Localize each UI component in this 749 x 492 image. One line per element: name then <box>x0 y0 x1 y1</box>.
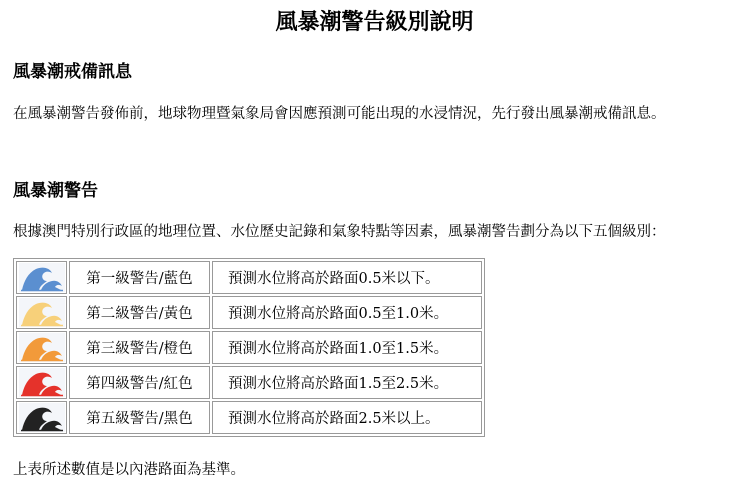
level-icon-cell <box>16 296 67 329</box>
page-title: 風暴潮警告級別說明 <box>275 9 474 35</box>
warning-heading: 風暴潮警告 <box>13 181 98 201</box>
blue-wave-icon <box>19 263 65 292</box>
level-icon-cell <box>16 366 67 399</box>
level-name: 第三級警告/橙色 <box>69 331 210 364</box>
level-name: 第五級警告/黑色 <box>69 401 210 434</box>
table-row <box>16 366 482 399</box>
level-icon-cell <box>16 261 67 294</box>
advisory-text: 在風暴潮警告發佈前，地球物理暨氣象局會因應預測可能出現的水浸情況，先行發出風暴潮戒備訊息。 <box>13 106 666 122</box>
black-wave-icon <box>19 403 65 432</box>
yellow-wave-icon <box>19 298 65 327</box>
table-row <box>16 296 482 329</box>
warning-levels-table <box>13 258 485 437</box>
level-name: 第一級警告/藍色 <box>69 261 210 294</box>
level-description: 預測水位將高於路面1.5至2.5米。 <box>212 366 482 399</box>
level-icon-cell <box>16 331 67 364</box>
level-icon-cell <box>16 401 67 434</box>
level-name: 第二級警告/黃色 <box>69 296 210 329</box>
table-row <box>16 261 482 294</box>
table-row <box>16 401 482 434</box>
warning-intro: 根據澳門特別行政區的地理位置、水位歷史記錄和氣象特點等因素，風暴潮警告劃分為以下五個級別： <box>13 224 666 240</box>
red-wave-icon <box>19 368 65 397</box>
advisory-heading: 風暴潮戒備訊息 <box>13 62 132 82</box>
table-row <box>16 331 482 364</box>
level-description: 預測水位將高於路面1.0至1.5米。 <box>212 331 482 364</box>
level-description: 預測水位將高於路面0.5至1.0米。 <box>212 296 482 329</box>
level-name: 第四級警告/紅色 <box>69 366 210 399</box>
orange-wave-icon <box>19 333 65 362</box>
level-description: 預測水位將高於路面0.5米以下。 <box>212 261 482 294</box>
footnote: 上表所述數值是以內港路面為基準。 <box>13 462 245 478</box>
level-description: 預測水位將高於路面2.5米以上。 <box>212 401 482 434</box>
